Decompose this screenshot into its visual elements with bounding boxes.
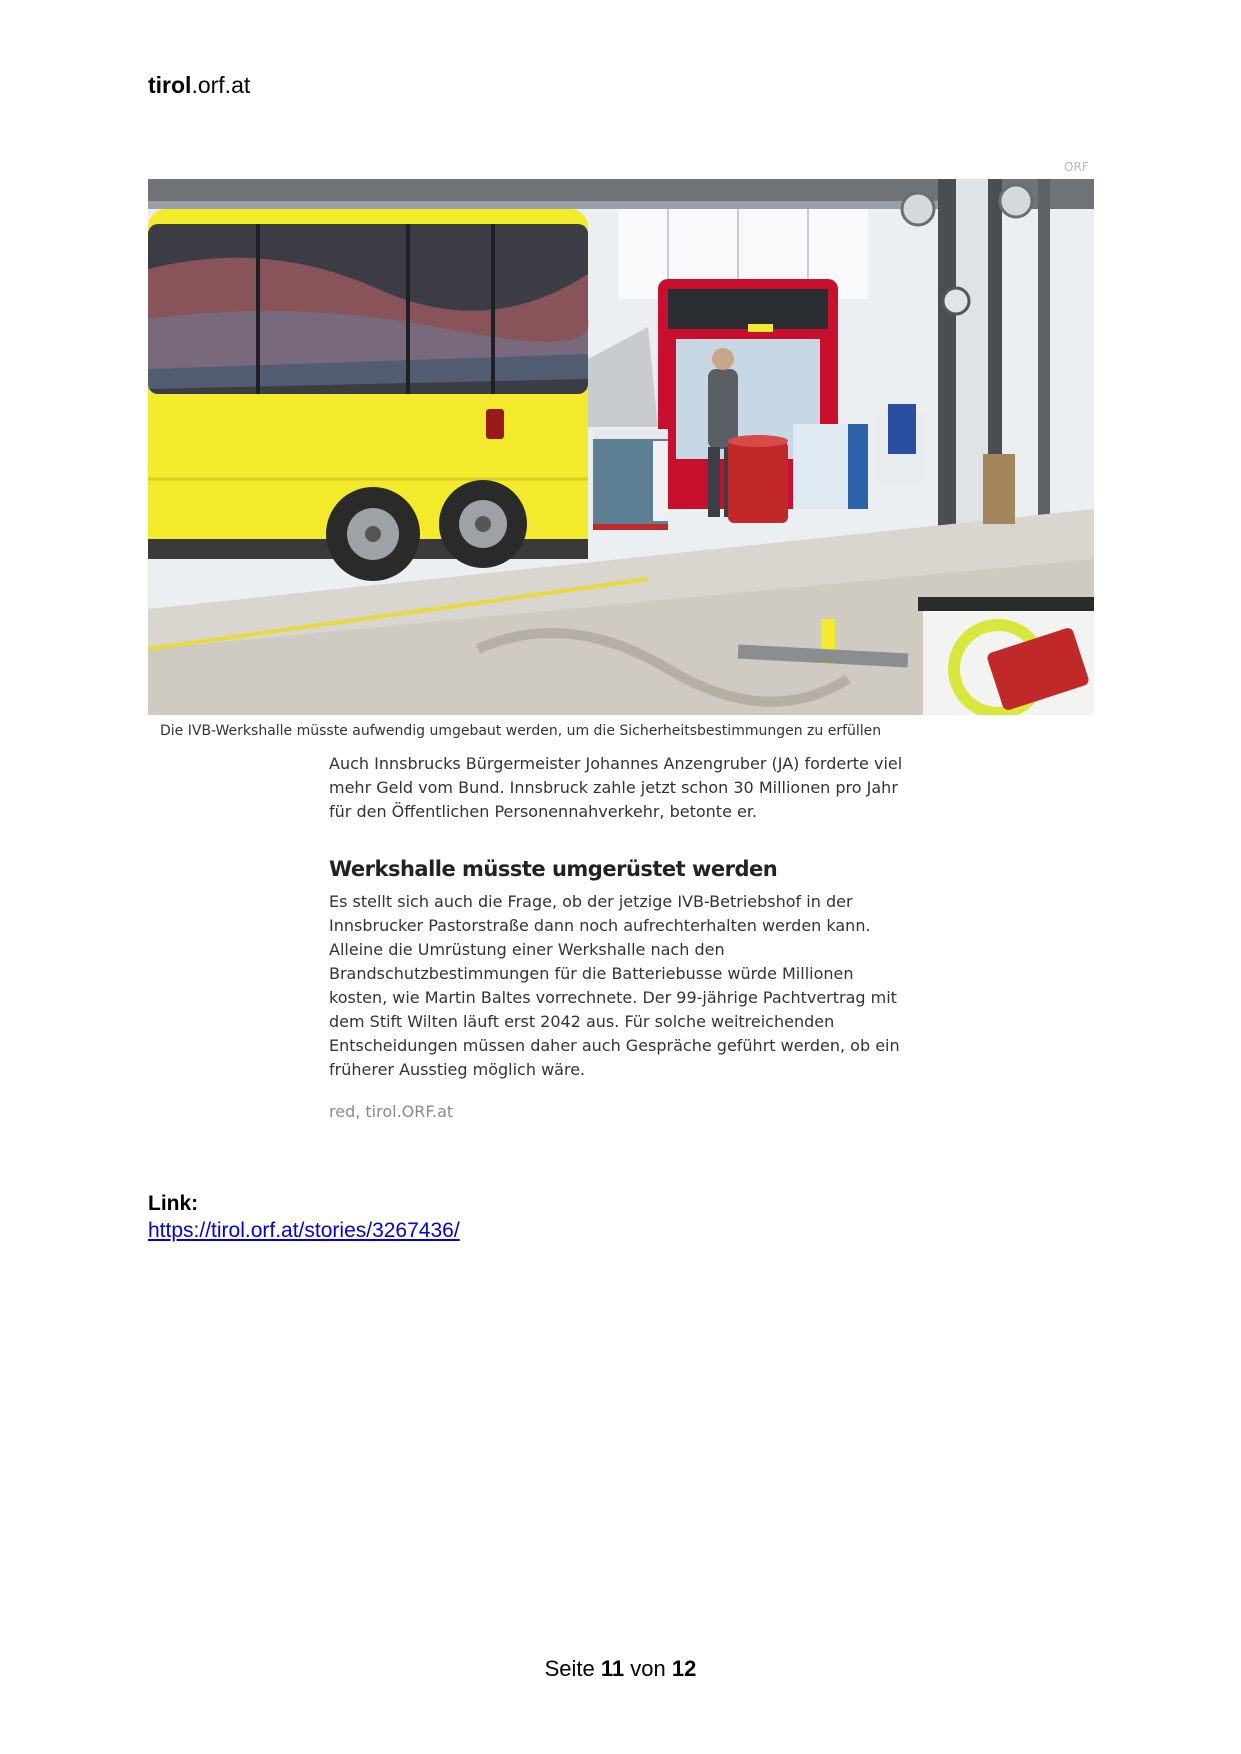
article-paragraph: Es stellt sich auch die Frage, ob der jetzige IVB-Betriebshof in der Innsbrucker Pastorstraße dann noch aufrechterhalten werden kann. Alleine die Umrüstung einer Werkshalle nach den Brandschutzbestimmungen für die Batteriebusse würde Millionen kosten, wie Martin Baltes vorrechnete. Der 99-jährige Pachtvertrag mit dem Stift Wilten läuft erst 2042 aus. Für solche weitreichenden Entscheidungen müssen daher auch Gespräche geführt werden, ob ein früherer Ausstieg möglich wäre. — [329, 892, 900, 1079]
site-name-rest: .orf.at — [191, 72, 251, 98]
current-page: 11 — [600, 1656, 625, 1681]
site-name-bold: tirol — [148, 72, 192, 98]
article-intro-paragraph: Auch Innsbrucks Bürgermeister Johannes Anzengruber (JA) forderte viel mehr Geld vom Bund. Innsbruck zahle jetzt schon 30 Millionen pro Jahr für den Öffentlichen Personennahverkehr, betonte er. — [329, 754, 903, 821]
article-body — [329, 752, 909, 1124]
article-link[interactable]: https://tirol.orf.at/stories/3267436/ — [148, 1219, 460, 1242]
workshop-photo — [148, 179, 1094, 715]
photo-credit: ORF — [1064, 160, 1089, 174]
total-pages: 12 — [671, 1656, 697, 1681]
article-photo — [148, 179, 1094, 715]
page-middle: von — [630, 1656, 666, 1681]
byline: red, tirol.ORF.at — [329, 1102, 454, 1121]
section-heading: Werkshalle müsste umgerüstet werden — [329, 857, 778, 881]
page-prefix: Seite — [544, 1656, 595, 1681]
page-footer — [0, 1656, 1241, 1682]
photo-caption: Die IVB-Werkshalle müsste aufwendig umgebaut werden, um die Sicherheitsbestimmungen zu erfüllen — [160, 723, 882, 739]
link-block — [148, 1190, 460, 1244]
link-label: Link: — [148, 1192, 199, 1215]
site-header — [148, 72, 250, 99]
